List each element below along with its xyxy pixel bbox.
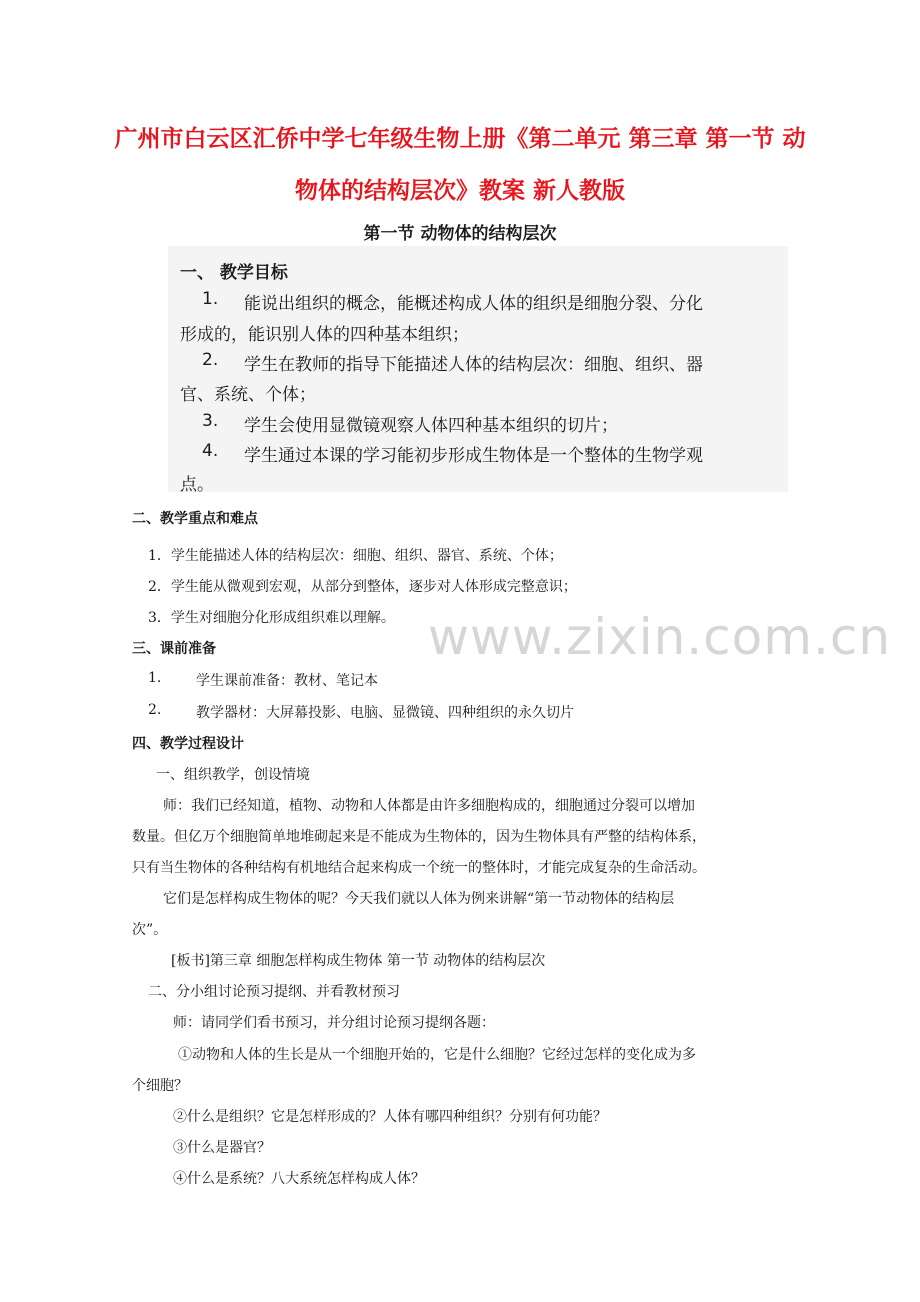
paragraph-line: 它们是怎样构成生物体的呢？今天我们就以人体为例来讲解“第一节动物体的结构层 <box>163 891 675 907</box>
section-title: 第一节 动物体的结构层次 <box>363 224 557 244</box>
key-point-item: 1．学生能描述人体的结构层次：细胞、组织、器官、系统、个体； <box>148 548 563 564</box>
paragraph-line: 师：请同学们看书预习，并分组讨论预习提纲各题： <box>173 1015 495 1031</box>
objective-text-cont: 官、系统、个体； <box>180 385 316 405</box>
question-item-cont: 个细胞？ <box>132 1078 188 1094</box>
question-item: ③什么是器官？ <box>173 1140 271 1156</box>
document-title-line-1: 广州市白云区汇侨中学七年级生物上册《第二单元 第三章 第一节 动 <box>114 126 806 152</box>
objective-text-cont: 形成的，能识别人体的四种基本组织； <box>180 325 469 345</box>
objective-number: 2. <box>202 350 219 370</box>
key-point-item: 3．学生对细胞分化形成组织难以理解。 <box>148 610 395 626</box>
key-points-heading: 二、教学重点和难点 <box>132 511 258 527</box>
paragraph-line: 次”。 <box>132 922 168 938</box>
objective-text-cont: 点。 <box>180 475 214 495</box>
question-item: ①动物和人体的生长是从一个细胞开始的，它是什么细胞？它经过怎样的变化成为多 <box>178 1047 696 1063</box>
question-item: ②什么是组织？它是怎样形成的？人体有哪四种组织？分别有何功能？ <box>173 1109 607 1125</box>
preparation-heading: 三、课前准备 <box>132 641 216 657</box>
preparation-number: 2. <box>148 702 162 718</box>
preparation-text: 学生课前准备：教材、笔记本 <box>196 673 378 689</box>
question-item: ④什么是系统？八大系统怎样构成人体？ <box>173 1171 425 1187</box>
process-subheading: 一、组织教学，创设情境 <box>156 767 310 783</box>
watermark: www.zixin.com.cn <box>428 608 892 666</box>
objective-text: 学生会使用显微镜观察人体四种基本组织的切片； <box>244 416 618 436</box>
process-heading: 四、教学过程设计 <box>132 736 244 752</box>
paragraph-line: 只有当生物体的各种结构有机地结合起来构成一个统一的整体时，才能完成复杂的生命活动。 <box>132 860 706 876</box>
paragraph-line: 师：我们已经知道，植物、动物和人体都是由许多细胞构成的，细胞通过分裂可以增加 <box>163 798 695 814</box>
key-point-item: 2．学生能从微观到宏观，从部分到整体，逐步对人体形成完整意识； <box>148 579 577 595</box>
objective-text: 学生在教师的指导下能描述人体的结构层次：细胞、组织、器 <box>244 355 703 375</box>
objective-number: 4. <box>202 441 219 461</box>
objective-text: 能说出组织的概念，能概述构成人体的组织是细胞分裂、分化 <box>244 294 703 314</box>
objective-number: 3. <box>202 411 219 431</box>
objective-text: 学生通过本课的学习能初步形成生物体是一个整体的生物学观 <box>244 446 703 466</box>
objectives-heading: 一、 教学目标 <box>180 263 288 283</box>
preparation-text: 教学器材：大屏幕投影、电脑、显微镜、四种组织的永久切片 <box>196 705 574 721</box>
document-title-line-2: 物体的结构层次》教案 新人教版 <box>294 178 625 204</box>
paragraph-line: 数量。但亿万个细胞简单地堆砌起来是不能成为生物体的，因为生物体具有严整的结构体系， <box>132 829 706 845</box>
objective-number: 1. <box>202 289 219 309</box>
process-subheading: 二、分小组讨论预习提纲、并看教材预习 <box>148 984 400 1000</box>
preparation-number: 1. <box>148 670 162 686</box>
board-note: [板书]第三章 细胞怎样构成生物体 第一节 动物体的结构层次 <box>171 953 546 969</box>
